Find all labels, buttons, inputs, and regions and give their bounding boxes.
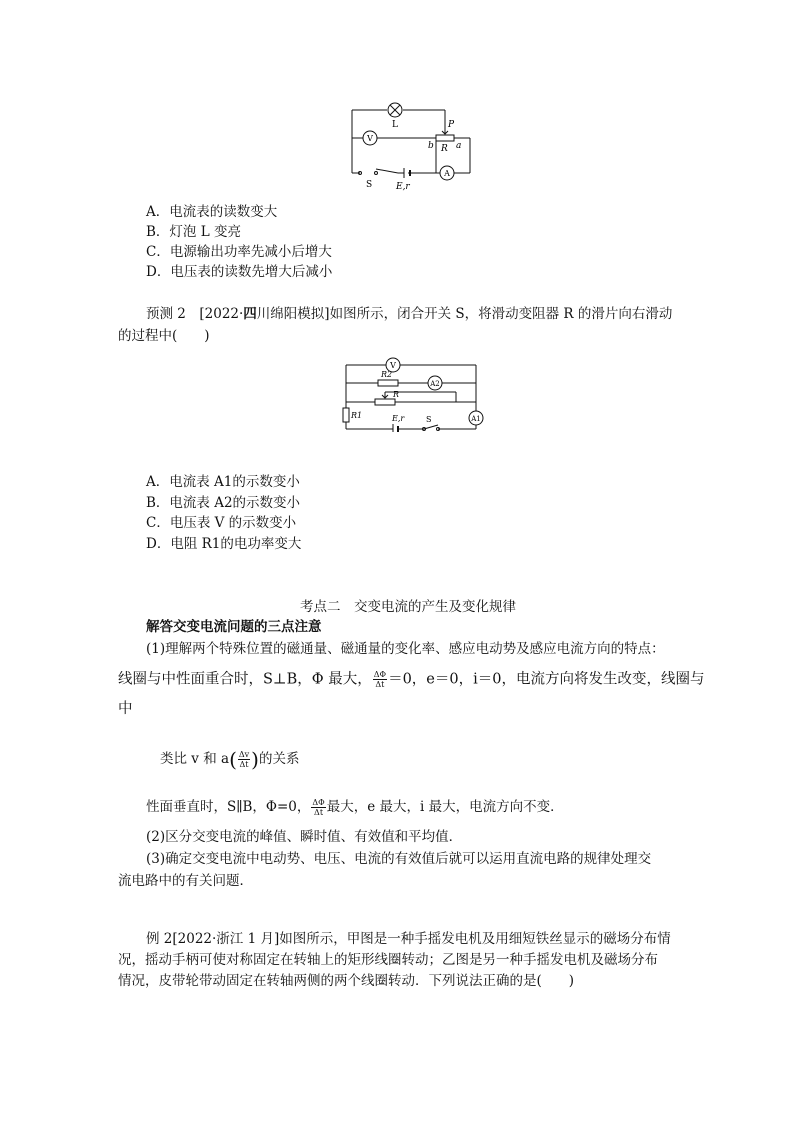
q2-stem-line2: 的过程中( ): [118, 328, 210, 344]
section-p2: [118, 670, 704, 689]
circuit-diagram-2: [338, 352, 490, 432]
p4-a: 性面垂直时，S∥B，Φ=0，: [146, 799, 311, 815]
circuit-diagram-1: [340, 100, 480, 195]
ammeter-label: A: [444, 169, 450, 178]
p2-b: ＝0，e＝0，i＝0，电流方向将发生改变，线圈与: [388, 671, 705, 688]
section-p3: 类比 v 和 a( $\frac{\Delta v}{\Delta t}$ )的关系: [160, 747, 300, 772]
section-p7: 流电路中的有关问题．: [118, 873, 253, 889]
end-a-label: a: [456, 141, 462, 151]
q2-option-d: D．电阻 R1的电功率变大: [146, 536, 302, 552]
q1-option-b: B．灯泡 L 变亮: [146, 224, 241, 240]
switch2-label: S: [426, 415, 432, 424]
switch-label: S: [366, 180, 373, 190]
q2-stem-pre: 预测 2 [2022·: [146, 306, 244, 322]
voltmeter-label: V: [367, 134, 373, 143]
section-title: 考点二 交变电流的产生及变化规律: [300, 599, 516, 615]
section-p5: (2)区分交变电流的峰值、瞬时值、有效值和平均值．: [146, 829, 463, 845]
example-line2: 况，摇动手柄可使对称固定在转轴上的矩形线圈转动；乙图是另一种手摇发电机及磁场分布: [118, 952, 658, 968]
q2-option-a: A．电流表 A1的示数变小: [146, 474, 300, 490]
q1-option-a: A．电流表的读数变大: [146, 204, 278, 220]
q1-option-c: C．电源输出功率先减小后增大: [146, 244, 332, 260]
section-p1: (1)理解两个特殊位置的磁通量、磁通量的变化率、感应电动势及感应电流方向的特点：: [146, 641, 665, 657]
q2-stem-line1: [146, 305, 672, 323]
p2-fraction: $\frac{\Delta\Phi}{\Delta t}$: [373, 670, 387, 689]
p3-a: 类比 v 和 a: [160, 751, 230, 767]
a1-label: A1: [471, 415, 481, 423]
r1-label: R1: [351, 411, 363, 420]
slider-label: P: [448, 120, 455, 130]
v-label: V: [390, 361, 396, 370]
q2-stem-post: 川绵阳模拟]如图所示，闭合开关 S，将滑动变阻器 R 的滑片向右滑动: [256, 306, 673, 322]
source2-label: E,r: [392, 414, 405, 423]
example-line1: 例 2[2022·浙江 1 月]如图所示，甲图是一种手摇发电机及用细短铁丝显示的磁场分布情: [146, 931, 671, 947]
lamp-label: L: [392, 120, 398, 130]
p3-b: 的关系: [258, 751, 300, 767]
q2-stem-bold: 四: [243, 306, 257, 322]
p4-b: 最大，e 最大，i 最大，电流方向不变．: [326, 799, 564, 815]
q2-option-c: C．电压表 V 的示数变小: [146, 515, 297, 531]
section-p6: (3)确定交变电流中电动势、电压、电流的有效值后就可以运用直流电路的规律处理交: [146, 851, 652, 867]
a2-label: A2: [430, 380, 440, 388]
p2-a: 线圈与中性面重合时，S⊥B，Φ 最大，: [118, 671, 372, 688]
resistor-label: R: [441, 144, 448, 154]
r2-label: R2: [381, 370, 393, 379]
q1-option-d: D．电压表的读数先增大后减小: [146, 264, 333, 280]
source-label: E,r: [396, 182, 410, 192]
end-b-label: b: [428, 141, 434, 151]
section-subtitle: 解答交变电流问题的三点注意: [146, 619, 322, 635]
section-p4: [146, 798, 564, 817]
r-label: R: [393, 390, 400, 399]
p4-fraction: $\frac{\Delta\Phi}{\Delta t}$: [312, 798, 325, 817]
p3-fraction: $\frac{\Delta v}{\Delta t}$: [238, 750, 250, 769]
q2-option-b: B．电流表 A2的示数变小: [146, 495, 301, 511]
example-line3: 情况，皮带轮带动固定在转轴两侧的两个线圈转动．下列说法正确的是( ): [118, 973, 575, 989]
section-p2-c: 中: [118, 701, 133, 717]
